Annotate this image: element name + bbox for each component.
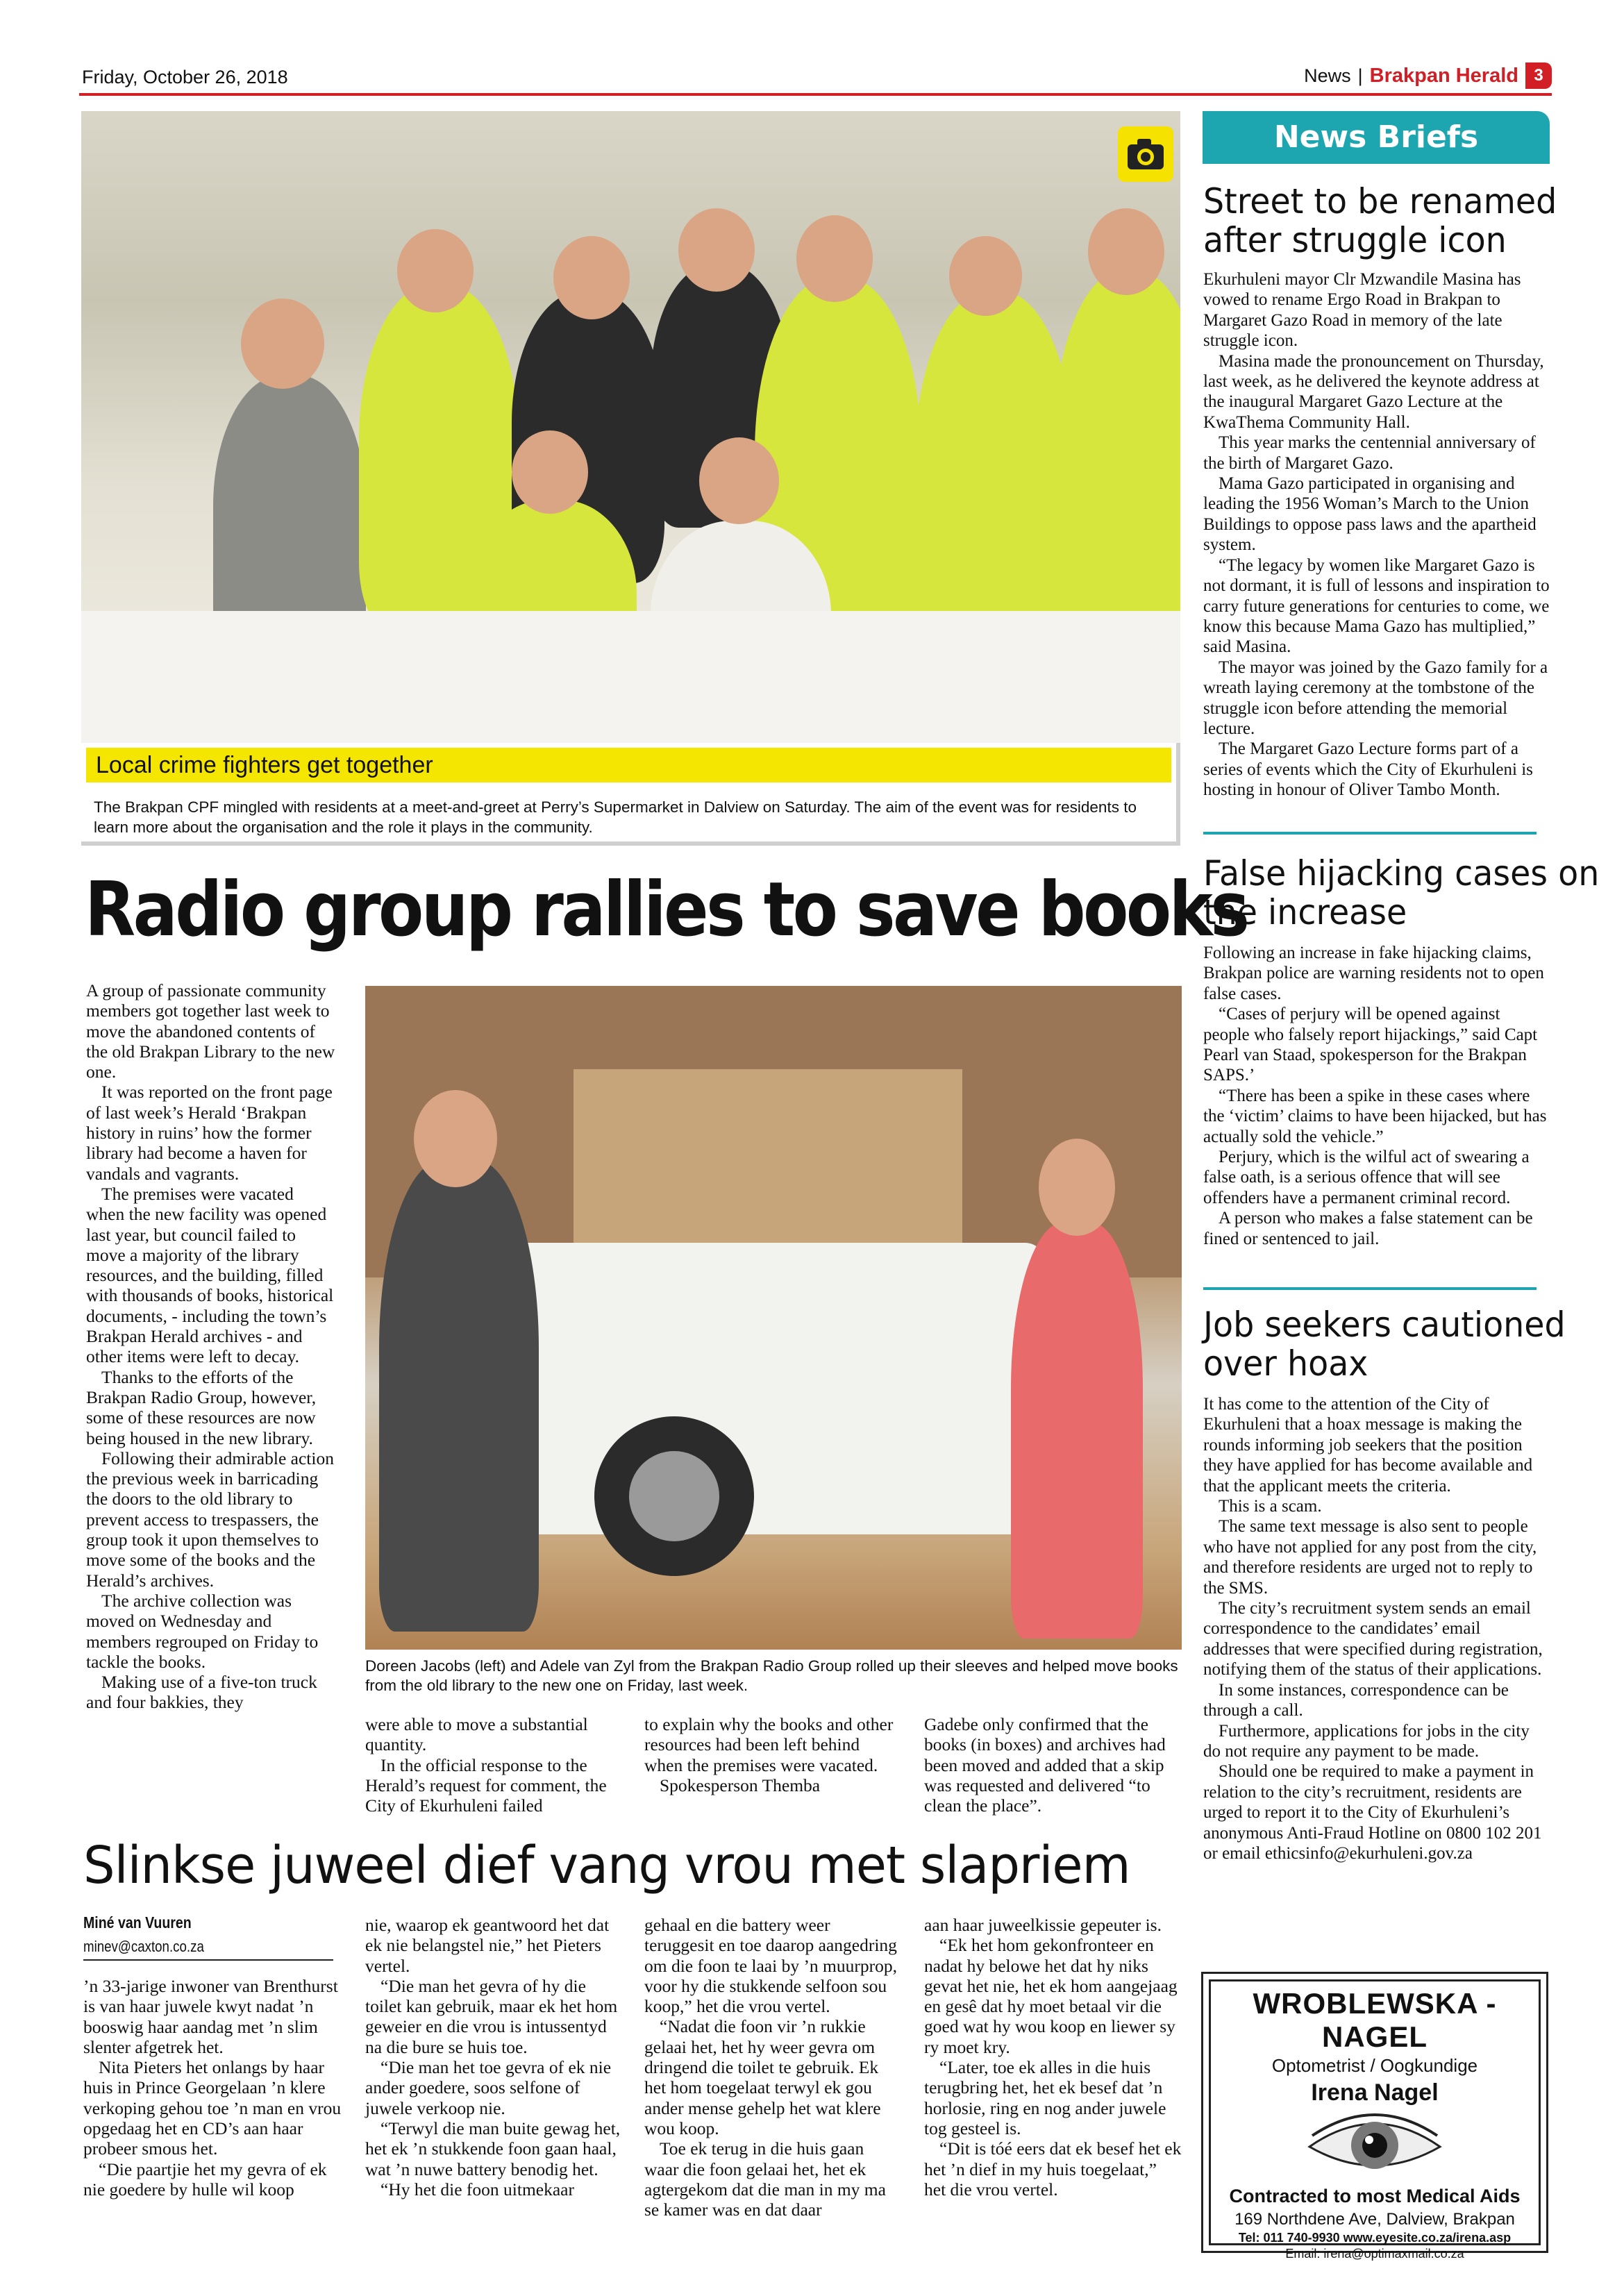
paragraph: Perjury, which is the wilful act of swearing a false oath, is a serious offence that will see offenders have a permanent criminal record. (1203, 1148, 1530, 1207)
ad-address: 169 Northdene Ave, Dalview, Brakpan (1234, 2210, 1515, 2229)
paragraph: were able to move a substantial quantity. (365, 1714, 588, 1755)
story2-headline: Slinkse juweel dief vang vrou met slapriem (83, 1836, 1130, 1895)
story2-byline: Miné van Vuuren (83, 1913, 192, 1932)
paragraph: It has come to the attention of the City of Ekurhuleni that a hoax message is making the rounds informing job seekers that the position they have applied for has become available and that the applicant meets the criteria. (1203, 1395, 1533, 1495)
photo-figure-head (949, 236, 1022, 316)
byline-rule (83, 1959, 333, 1961)
photo-figure-head (1088, 208, 1164, 295)
paragraph: Spokesperson Themba (660, 1775, 821, 1795)
paragraph: Furthermore, applications for jobs in the city do not require any payment to be made. (1203, 1721, 1530, 1761)
story1-column-4 (924, 1714, 1182, 1816)
paragraph: A group of passionate community members got together last week to move the abandoned contents of the old Brakpan Library to the new one. (86, 980, 335, 1082)
paragraph: to explain why the books and other resources had been left behind when the premises were vacated. (644, 1714, 894, 1775)
brief-divider (1203, 832, 1537, 835)
paragraph: The same text message is also sent to people who have not applied for any post from the city, and therefore residents are urged not to reply to the SMS. (1203, 1517, 1537, 1598)
paragraph: In the official response to the Herald’s request for comment, the City of Ekurhuleni failed (365, 1754, 607, 1816)
camera-icon (1118, 126, 1173, 182)
ad-email: Email: irena@optimaxmail.co.za (1285, 2247, 1464, 2261)
top-photo-caption-title: Local crime fighters get together (86, 748, 1171, 782)
brief1-body (1203, 269, 1550, 801)
paragraph: It was reported on the front page of last week’s Herald ‘Brakpan history in ruins’ how the former library had become a haven for vandals and vagrants. (86, 1082, 333, 1184)
eye-icon (1305, 2108, 1444, 2183)
paragraph: “Ek het hom gekonfronteer en nadat hy belowe het dat hy niks gevat het nie, het ek hom aangejaag en gesê dat hy moet betaal vir die goed wat hy wou koop en liewer sy ry moet kry. (924, 1935, 1178, 2057)
paragraph: “Die paartjie het my gevra of ek nie goedere by hulle wil koop (83, 2159, 327, 2199)
paragraph: Following their admirable action the previous week in barricading the doors to the old library to prevent access to trespassers, the group took it upon themselves to move some of the books and the Herald’s archives. (86, 1448, 334, 1591)
story2-column-4 (924, 1915, 1182, 2199)
paragraph: Mama Gazo participated in organising and leading the 1956 Woman’s March to the Union Buildings to oppose pass laws and the apartheid system. (1203, 474, 1537, 555)
ad-person-name: Irena Nagel (1311, 2079, 1439, 2106)
paragraph: “The legacy by women like Margaret Gazo is not dormant, it is full of lessons and inspiration to carry future generations for centuries to come, we know this because Mama Gazo has multiplied,” said Masina. (1203, 555, 1550, 657)
paragraph: “Dit is tóé eers dat ek besef het ek het ’n dief in my huis toegelaat,” het die vrou vertel. (924, 2138, 1182, 2199)
photo-figure-head (397, 229, 474, 312)
photo-woman-right (1011, 1222, 1143, 1639)
top-photo-caption: The Brakpan CPF mingled with residents at a meet-and-greet at Perry’s Supermarket in Dalview on Saturday. The aim of the event was for residents to learn more about the organisation and the role it plays in the community. (94, 798, 1137, 836)
paragraph: “Cases of perjury will be opened against people who falsely report hijackings,” said Capt Pearl van Staad, spokesperson for the Brakpan SAPS.’ (1203, 1005, 1538, 1085)
photo-woman-left-head (414, 1090, 497, 1187)
story2-column-3 (644, 1915, 901, 2220)
photo-woman-right-head (1039, 1139, 1115, 1236)
photo-table (81, 611, 1180, 743)
brief-divider (1203, 1287, 1537, 1290)
story1-column-3 (644, 1714, 901, 1795)
paragraph: The Margaret Gazo Lecture forms part of a series of events which the City of Ekurhuleni is hosting in honour of Oliver Tambo Month. (1203, 739, 1533, 800)
page-number: 3 (1525, 62, 1552, 89)
news-briefs-heading: News Briefs (1203, 111, 1550, 164)
story1-photo (365, 986, 1182, 1650)
paragraph: “Die man het toe gevra of ek nie ander goedere, soos selfone of juwele verkoop nie. (365, 2057, 612, 2118)
top-photo (81, 111, 1180, 743)
photo-rim (629, 1451, 719, 1541)
paragraph: The mayor was joined by the Gazo family for a wreath laying ceremony at the tombstone of the struggle icon before attending the memorial lecture. (1203, 657, 1548, 738)
paragraph: aan haar juweelkissie gepeuter is. (924, 1915, 1162, 1935)
story1-headline: Radio group rallies to save books (85, 866, 1248, 953)
ad-tagline: Contracted to most Medical Aids (1229, 2186, 1521, 2206)
photo-figure-head (512, 430, 588, 514)
paragraph: In some instances, correspondence can be through a call. (1203, 1680, 1509, 1720)
paragraph: The archive collection was moved on Wednesday and members regrouped on Friday to tackle the books. (86, 1590, 319, 1672)
ad-phone-web: Tel: 011 740-9930 www.eyesite.co.za/irena.asp (1238, 2231, 1512, 2245)
paragraph: Nita Pieters het onlangs by haar huis in Prince Georgelaan ’n klere verkoping gehou toe ’n man en vrou opgedaag het en CD’s aan haar probeer smous het. (83, 2057, 342, 2159)
paragraph: The city’s recruitment system sends an email correspondence to the candidates’ email addresses that were specified during registration, notifying them of the status of their applications. (1203, 1599, 1543, 1679)
paragraph: Should one be required to make a payment in relation to the city’s recruitment, residents are urged to report it to the City of Ekurhuleni’s anonymous Anti-Fraud Hotline on 0800 102 201 or email ethicsinfo@ekurhuleni.gov.za (1203, 1762, 1542, 1863)
paragraph: The premises were vacated when the new facility was opened last year, but council failed to move a majority of the library resources, and the building, filled with thousands of books, historical documents, - including the town’s Brakpan Herald archives - and other items were left to decay. (86, 1183, 334, 1367)
paragraph: Making use of a five-ton truck and four bakkies, they (86, 1672, 317, 1713)
paragraph: “Later, toe ek alles in die huis terugbring het, het ek besef dat ’n horlosie, ring en nog ander juwele tog gesteel is. (924, 2057, 1166, 2138)
paragraph: gehaal en die battery weer teruggesit en toe daarop aangedring om die foon te laai by ’n muurprop, voor hy die stukkende selfoon sou koop,” het die vrou vertel. (644, 1915, 897, 2017)
paragraph: “Nadat die foon vir ’n rukkie gelaai het, het hy weer gevra om dringend die toilet te gebruik. Ek het hom toegelaat terwyl ek gou ander mense gehelp het wat klere wou koop. (644, 2016, 881, 2138)
ad-frame (1209, 1979, 1541, 2261)
story2-column-1 (83, 1976, 342, 2199)
paragraph: “Hy het die foon uitmekaar (380, 2179, 574, 2199)
header-rule (79, 93, 1552, 96)
paragraph: A person who makes a false statement can be fined or sentenced to jail. (1203, 1209, 1533, 1248)
ad-business-name: WROBLEWSKA - NAGEL (1253, 1987, 1497, 2053)
story2-column-2 (365, 1915, 622, 2199)
brief1-headline: Street to be renamed after struggle icon (1203, 181, 1557, 260)
photo-figure-head (678, 208, 755, 292)
section-label: News (1304, 65, 1351, 86)
photo-figure-head (241, 299, 324, 389)
photo-boxes (574, 1069, 962, 1243)
paragraph: “Die man het gevra of hy die toilet kan gebruik, maar ek het hom geweier en die vrou is intussentyd na die bure se huis toe. (365, 1975, 618, 2057)
paragraph: “There has been a spike in these cases where the ‘victim’ claims to have been hijacked, but has actually sold the vehicle.” (1203, 1086, 1547, 1146)
story1-column-2 (365, 1714, 622, 1816)
ad-subtitle: Optometrist / Oogkundige (1271, 2055, 1478, 2076)
section-divider: | (1357, 65, 1363, 86)
brief3-body (1203, 1394, 1550, 1863)
paragraph: ’n 33-jarige inwoner van Brenthurst is van haar juwele kwyt nadat ’n booswig haar aandag met ’n slim slenter afgetrek het. (83, 1976, 338, 2057)
masthead-right (1304, 62, 1552, 89)
brand-name: Brakpan Herald (1369, 64, 1518, 87)
story2-email: minev@caxton.co.za (83, 1938, 204, 1955)
story1-photo-caption: Doreen Jacobs (left) and Adele van Zyl from the Brakpan Radio Group rolled up their sleeves and helped move books from the old library to the new one on Friday, last week. (365, 1657, 1178, 1694)
photo-figure-head (796, 215, 873, 302)
photo-figure-head (699, 437, 779, 524)
paragraph: This is a scam. (1219, 1497, 1322, 1516)
paragraph: Ekurhuleni mayor Clr Mzwandile Masina has vowed to rename Ergo Road in Brakpan to Margaret Gazo Road in memory of the late struggle icon. (1203, 270, 1521, 351)
optometrist-ad (1201, 1972, 1548, 2261)
photo-figure-head (553, 236, 630, 319)
brief2-headline: False hijacking cases on the increase (1203, 853, 1600, 932)
paragraph: nie, waarop ek geantwoord het dat ek nie belangstel nie,” het Pieters vertel. (365, 1915, 610, 1976)
paragraph: Toe ek terug in die huis gaan waar die foon gelaai het, het ek agtergekom dat die man in my ma se kamer was en dat daar (644, 2138, 886, 2220)
brief3-headline: Job seekers cautioned over hoax (1203, 1305, 1566, 1384)
paragraph: This year marks the centennial anniversary of the birth of Margaret Gazo. (1203, 433, 1536, 473)
issue-date: Friday, October 26, 2018 (82, 67, 288, 87)
paragraph: Gadebe only confirmed that the books (in boxes) and archives had been moved and added that a skip was requested and delivered “to clean the place”. (924, 1714, 1166, 1816)
paragraph: Thanks to the efforts of the Brakpan Radio Group, however, some of these resources are now being housed in the new library. (86, 1366, 317, 1448)
paragraph: Masina made the pronouncement on Thursday, last week, as he delivered the keynote address at the inaugural Margaret Gazo Lecture at the KwaThema Community Hall. (1203, 351, 1544, 432)
story1-column-1 (86, 980, 336, 1713)
paragraph: Following an increase in fake hijacking claims, Brakpan police are warning residents not to open false cases. (1203, 944, 1544, 1003)
photo-woman-left (379, 1159, 539, 1632)
brief2-body (1203, 943, 1550, 1249)
photo-figure (1053, 271, 1180, 660)
paragraph: “Terwyl die man buite gewag het, het ek ’n stukkende foon gaan haal, wat ’n nuwe battery benodig het. (365, 2118, 621, 2179)
